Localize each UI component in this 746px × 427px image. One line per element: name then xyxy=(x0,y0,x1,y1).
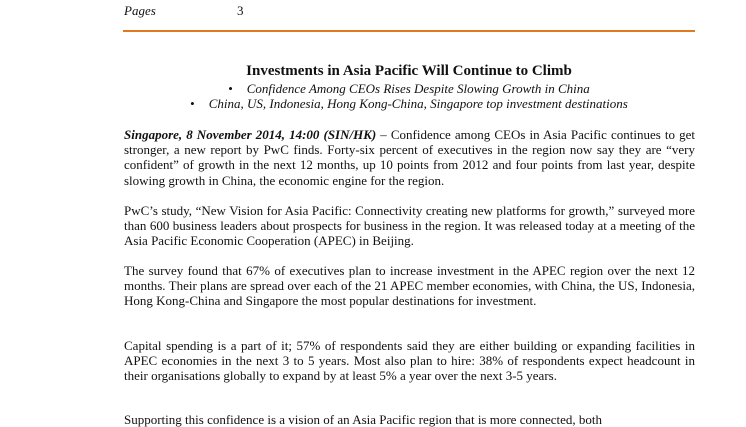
pages-meta xyxy=(124,3,244,19)
header-rule xyxy=(123,30,695,32)
bullet-dot-icon: • xyxy=(228,81,233,96)
paragraph-5: Supporting this confidence is a vision of an Asia Pacific region that is more connected, both xyxy=(124,412,603,427)
bullet-item-1 xyxy=(123,81,695,96)
paragraph-1-text: – Confidence among CEOs in Asia Pacific continues to get stronger, a new report by PwC finds. Forty-six percent of executives in the region now say they are “very confident” of growth in the next 12 months, up 10 points from 2012 and four points from last year, despite slowing growth in China, the economic engine for the region. xyxy=(124,127,695,188)
subtitle-bullets xyxy=(123,81,695,111)
bullet-text-1: Confidence Among CEOs Rises Despite Slowing Growth in China xyxy=(246,81,590,96)
bullet-dot-icon: • xyxy=(190,96,195,111)
pages-value: 3 xyxy=(237,3,244,18)
pages-label: Pages xyxy=(124,3,156,18)
paragraph-4: Capital spending is a part of it; 57% of respondents said they are either building or expanding facilities in APEC economies in the next 3 to 5 years. Most also plan to hire: 38% of respondents expect headcount in their organisations globally to expand by at least 5% a year over the next 3-5 years. xyxy=(124,338,695,384)
paragraph-2: PwC’s study, “New Vision for Asia Pacific: Connectivity creating new platforms for growth,” surveyed more than 600 business leaders about prospects for business in the region. It was released today at a meeting of the Asia Pacific Economic Cooperation (APEC) in Beijing. xyxy=(124,203,695,249)
bullet-item-2 xyxy=(123,96,695,111)
dateline: Singapore, 8 November 2014, 14:00 (SIN/HK) xyxy=(124,127,377,142)
paragraph-1 xyxy=(124,127,695,188)
document-title: Investments in Asia Pacific Will Continue to Climb xyxy=(246,63,572,79)
paragraph-3: The survey found that 67% of executives plan to increase investment in the APEC region over the next 12 months. Their plans are spread over each of the 21 APEC member economies, with China, the US, Indonesia, Hong Kong-China and Singapore the most popular destinations for investment. xyxy=(124,263,695,309)
bullet-text-2: China, US, Indonesia, Hong Kong-China, Singapore top investment destinations xyxy=(208,96,628,111)
